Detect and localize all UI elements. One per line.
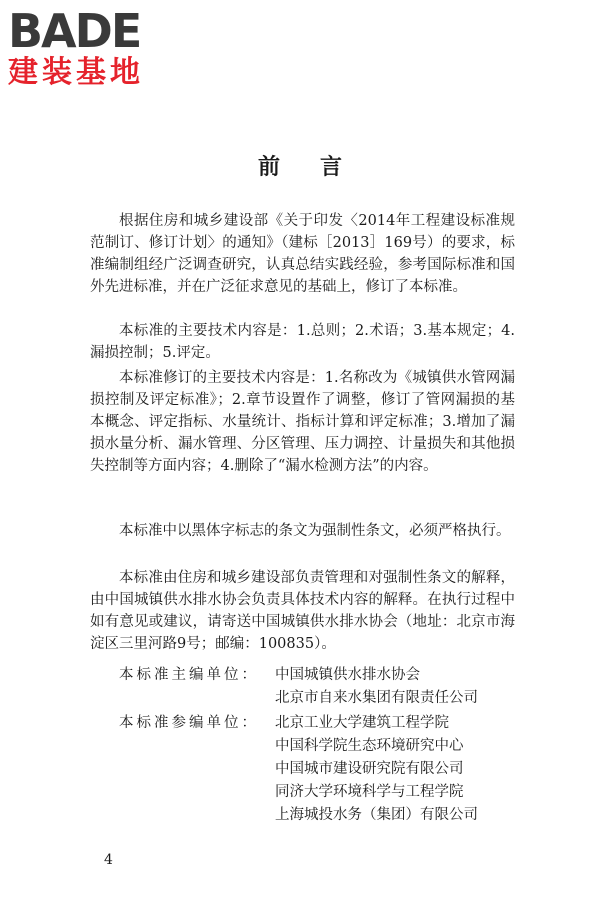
participating-unit: 上海城投水务（集团）有限公司	[275, 807, 478, 823]
participating-unit: 中国科学院生态环境研究中心	[275, 738, 464, 754]
paragraph-revision-content: 本标准修订的主要技术内容是：1.名称改为《城镇供水管网漏损控制及评定标准》；2.章节设置作了调整，修订了管网漏损的基本概念、评定指标、水量统计、指标计算和评定标准；3.增加了漏损水量分析、漏水管理、分区管理、压力调控、计量损失和其他损失控制等方面内容；4.删除了“漏水检测方法”的内容。	[90, 370, 515, 474]
chief-editor-unit: 中国城镇供水排水协会	[275, 667, 420, 683]
chief-editor-units	[90, 664, 530, 710]
logo-wordmark: BADE	[8, 4, 141, 58]
page-title: 前言	[257, 154, 382, 180]
participating-label: 本标准参编单位：	[119, 715, 259, 731]
paragraph-main-content: 本标准的主要技术内容是：1.总则；2.术语；3.基本规定；4.漏损控制；5.评定。	[90, 323, 515, 361]
participating-unit: 中国城市建设研究院有限公司	[275, 761, 464, 777]
paragraph-background: 根据住房和城乡建设部《关于印发〈2014年工程建设标准规范制订、修订计划〉的通知》（建标［2013］169号）的要求，标准编制组经广泛调查研究，认真总结实践经验，参考国际标准和国外先进标准，并在广泛征求意见的基础上，修订了本标准。	[90, 213, 515, 295]
paragraph-mandatory-clauses: 本标准中以黑体字标志的条文为强制性条文，必须严格执行。	[119, 523, 511, 539]
paragraph-management: 本标准由住房和城乡建设部负责管理和对强制性条文的解释，由中国城镇供水排水协会负责具体技术内容的解释。在执行过程中如有意见或建议，请寄送中国城镇供水排水协会（地址：北京市海淀区三里河路9号；邮编：100835）。	[90, 570, 515, 652]
participating-unit: 同济大学环境科学与工程学院	[275, 784, 464, 800]
chief-editor-unit: 北京市自来水集团有限责任公司	[275, 690, 478, 706]
page-number: 4	[104, 852, 113, 868]
logo-subtitle: 建装基地	[8, 55, 144, 90]
chief-editor-label: 本标准主编单位：	[119, 667, 259, 683]
bade-logo	[8, 6, 178, 98]
participating-units	[90, 712, 530, 827]
participating-unit: 北京工业大学建筑工程学院	[275, 715, 449, 731]
